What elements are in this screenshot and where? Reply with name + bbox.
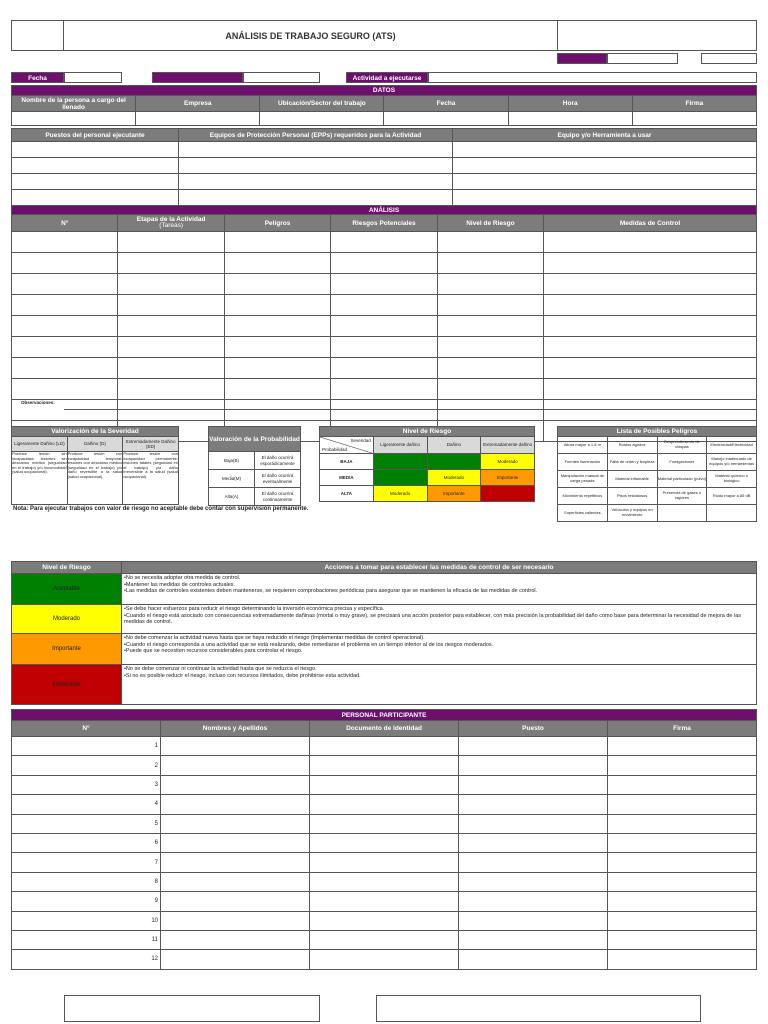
analisis-cell[interactable] [224, 274, 330, 295]
personal-cell[interactable] [310, 950, 459, 969]
datos-table [11, 85, 757, 126]
datos-cell[interactable] [508, 112, 632, 126]
severidad-table [11, 426, 179, 505]
personal-col-firma: Firma [608, 721, 757, 737]
personal-row-number: 6 [12, 833, 161, 852]
severidad-col-ld: Ligeramente Dañino (LD) [12, 437, 68, 452]
analisis-cell[interactable] [12, 316, 118, 337]
puestos-col-equipo: Equipo y/o Herramienta a usar [453, 129, 757, 142]
personal-cell[interactable] [459, 795, 608, 814]
acciones-line: •Las medidas de controles existentes deben mantenerse, se requieren comprobaciones periódicas para asegurar que se mantienen la eficacia de las medidas de control. [124, 588, 538, 595]
acciones-line: •No debe comenzar la actividad nueva hasta que se haya reducido el riesgo (Implementar medidas de control operacional). [124, 635, 425, 641]
acciones-line: •Cuando el riesgo está asociado con consecuencias extremadamente dañinas (mortal o muy grave), se precisará una acción posterior para establecer, con más precisión la probabilidad del daño como base para determinar la necesidad de mejora de las medidas de control. [124, 612, 742, 626]
puestos-table [11, 128, 757, 206]
peligro-item: Manipulación manual de carga pesada [558, 471, 608, 488]
analisis-row [12, 232, 757, 253]
analisis-cell[interactable] [12, 337, 118, 358]
analisis-cell[interactable] [12, 274, 118, 295]
probabilidad-desc-alta: El daño ocurrirá continuamente [255, 488, 301, 506]
nivel-cell: Moderado [427, 470, 481, 486]
nivel-table [319, 426, 535, 502]
analisis-cell[interactable] [544, 358, 757, 379]
peligro-item: Ruido mayor a 85 dB [707, 488, 757, 505]
personal-row [12, 737, 757, 756]
page-title: ANÁLISIS DE TRABAJO SEGURO (ATS) [64, 21, 558, 51]
analisis-cell[interactable] [437, 253, 543, 274]
peligros-row [558, 454, 757, 471]
personal-cell[interactable] [310, 911, 459, 930]
personal-cell[interactable] [310, 892, 459, 911]
analisis-cell[interactable] [544, 295, 757, 316]
analisis-cell[interactable] [118, 274, 224, 295]
puestos-cell[interactable] [179, 174, 453, 190]
nivel-row-media: MEDIA [320, 470, 374, 486]
analisis-cell[interactable] [118, 379, 224, 400]
analisis-cell[interactable] [12, 253, 118, 274]
probabilidad-label-media: Media(M) [209, 470, 255, 488]
fecha-input[interactable] [64, 72, 122, 83]
personal-table [11, 709, 757, 970]
peligro-item: Superficies calientes [558, 505, 608, 522]
datos-col-ubicacion: Ubicación/Sector del trabajo [260, 96, 384, 112]
version-box[interactable] [701, 53, 757, 64]
personal-row [12, 833, 757, 852]
peligro-item: Material inflamable [607, 471, 657, 488]
personal-row [12, 795, 757, 814]
personal-header: PERSONAL PARTICIPANTE [12, 710, 757, 721]
analisis-col-tareas-label: (Tareas) [159, 222, 184, 229]
acciones-level: Importante [12, 634, 122, 665]
peligro-item: Movimiento repetitivos [558, 488, 608, 505]
acciones-level: Moderado [12, 605, 122, 634]
analisis-cell[interactable] [224, 316, 330, 337]
personal-row-number: 1 [12, 737, 161, 756]
peligros-table [557, 426, 757, 522]
nivel-cell: Moderado [481, 454, 535, 470]
personal-cell[interactable] [608, 892, 757, 911]
acciones-line: •Mantener las medidas de controles actuales. [124, 581, 236, 588]
personal-cell[interactable] [459, 756, 608, 775]
actividad-input[interactable] [428, 72, 757, 83]
acciones-line: •No se debe comenzar ni continuar la actividad hasta que se reduzca el riesgo. [124, 666, 317, 672]
severidad-col-ed: Extremadamente Dañino (ED) [123, 437, 179, 452]
probabilidad-label-baja: Baja(B) [209, 452, 255, 470]
nivel-corner-severidad: Severidad [350, 438, 371, 443]
nivel-cell: Importante [427, 486, 481, 502]
personal-cell[interactable] [459, 892, 608, 911]
personal-row-number: 4 [12, 795, 161, 814]
personal-row [12, 911, 757, 930]
analisis-row [12, 379, 757, 400]
personal-cell[interactable] [310, 853, 459, 872]
analisis-cell[interactable] [544, 316, 757, 337]
acciones-line: •Si no es posible reducir el riesgo, incluso con recursos ilimitados, debe prohibirse esta actividad. [124, 672, 361, 679]
personal-row-number: 5 [12, 814, 161, 833]
personal-cell[interactable] [161, 950, 310, 969]
probabilidad-title: Valoración de la Probabilidad [209, 427, 301, 452]
severidad-cell-ed: Produce lesión con incapacidad permanente: lesiones fatales (seguridad en el trabajo) y/o daño irreversible a la salud (salud ocupacional). [123, 452, 179, 505]
personal-col-puesto: Puesto [459, 721, 608, 737]
puestos-col-puestos: Puestos del personal ejecutante [12, 129, 179, 142]
nivel-row-alta: ALTA [320, 486, 374, 502]
personal-cell[interactable] [161, 833, 310, 852]
analisis-header: ANÁLISIS [12, 206, 757, 215]
analisis-col-medidas: Medidas de Control [544, 215, 757, 232]
acciones-col-nivel: Nivel de Riesgo [12, 562, 122, 574]
puestos-cell[interactable] [179, 190, 453, 206]
datos-col-hora: Hora [508, 96, 632, 112]
personal-cell[interactable] [310, 795, 459, 814]
peligro-item [657, 505, 707, 522]
analisis-col-n: N° [12, 215, 118, 232]
personal-cell[interactable] [161, 911, 310, 930]
peligro-item: Manejo inadecuado de equipos y/o herramientas [707, 454, 757, 471]
puestos-cell[interactable] [453, 158, 757, 174]
puestos-cell[interactable] [12, 190, 179, 206]
analisis-cell[interactable] [118, 400, 224, 421]
analisis-row [12, 337, 757, 358]
personal-row-number: 3 [12, 775, 161, 794]
analisis-cell[interactable] [331, 337, 437, 358]
puestos-cell[interactable] [179, 142, 453, 158]
personal-cell[interactable] [161, 814, 310, 833]
datos-col-nombre: Nombre de la persona a cargo del llenado [12, 96, 136, 112]
puestos-col-epps: Equipos de Protección Personal (EPPs) requeridos para la Actividad [179, 129, 453, 142]
analisis-cell[interactable] [437, 316, 543, 337]
personal-cell[interactable] [310, 930, 459, 949]
analisis-row [12, 253, 757, 274]
personal-cell[interactable] [608, 814, 757, 833]
peligro-item: Falta de orden y limpieza [607, 454, 657, 471]
personal-cell[interactable] [161, 775, 310, 794]
puestos-cell[interactable] [12, 174, 179, 190]
signature-box-right[interactable] [376, 995, 701, 1022]
personal-cell[interactable] [161, 930, 310, 949]
severidad-cell-ld: Produce lesión sin incapacidad: lesiones sin descanso médico (seguridad en el trabajo) y/o incomodidad (salud ocupacional). [12, 452, 68, 505]
personal-cell[interactable] [161, 795, 310, 814]
personal-cell[interactable] [608, 911, 757, 930]
fecha-label: Fecha [11, 72, 64, 83]
acciones-text [122, 634, 757, 665]
observaciones-line-2[interactable] [64, 420, 757, 421]
acciones-col-acciones: Acciones a tomar para establecer las medidas de control de ser necesario [122, 562, 757, 574]
analisis-cell[interactable] [118, 358, 224, 379]
peligros-row [558, 437, 757, 454]
personal-row [12, 872, 757, 891]
acciones-level: Intolerable [12, 665, 122, 705]
personal-cell[interactable] [161, 756, 310, 775]
acciones-line: •Se debe hacer esfuerzos para reducir el riesgo determinando la inversión económica precisa y específica. [124, 606, 385, 612]
probabilidad-table [208, 426, 301, 506]
analisis-cell[interactable] [224, 232, 330, 253]
datos-col-fecha: Fecha [384, 96, 508, 112]
datos-cell[interactable] [632, 112, 756, 126]
peligro-item [707, 505, 757, 522]
personal-row [12, 756, 757, 775]
peligro-item: Altura mayor a 1.8 m [558, 437, 608, 454]
analisis-row [12, 400, 757, 421]
nivel-cell [427, 454, 481, 470]
analisis-cell[interactable] [331, 400, 437, 421]
personal-cell[interactable] [459, 833, 608, 852]
observaciones-line-1[interactable] [64, 409, 757, 410]
personal-col-documento: Documento de Identidad [310, 721, 459, 737]
analisis-cell[interactable] [331, 232, 437, 253]
personal-row [12, 775, 757, 794]
acciones-line: •Cuando el riesgo corresponda a una actividad que se está realizando, debe remediarse el problema en un tiempo inferior al de los riesgos moderados. [124, 641, 494, 648]
peligro-item: Fuentes iluminación [558, 454, 608, 471]
analisis-row [12, 358, 757, 379]
datos-col-empresa: Empresa [136, 96, 260, 112]
acciones-level: Aceptable [12, 574, 122, 605]
peligro-item: Electricidad/Electricidad [707, 437, 757, 454]
analisis-cell[interactable] [544, 232, 757, 253]
personal-row-number: 11 [12, 930, 161, 949]
analisis-cell[interactable] [437, 379, 543, 400]
personal-cell[interactable] [310, 775, 459, 794]
probabilidad-desc-media: El daño ocurrirá eventualmente [255, 470, 301, 488]
personal-cell[interactable] [608, 872, 757, 891]
analisis-cell[interactable] [118, 316, 224, 337]
personal-cell[interactable] [608, 795, 757, 814]
nivel-cell [373, 454, 427, 470]
peligro-item: Presencia de gases o vapores [657, 488, 707, 505]
analisis-row [12, 274, 757, 295]
personal-cell[interactable] [459, 775, 608, 794]
analisis-cell[interactable] [437, 232, 543, 253]
analisis-cell[interactable] [12, 379, 118, 400]
observaciones-label: Observaciones: [21, 400, 55, 405]
nivel-cell [481, 486, 535, 502]
probabilidad-label-alta: Alta(A) [209, 488, 255, 506]
acciones-row [12, 665, 757, 705]
peligro-item: Ruidos agudos [607, 437, 657, 454]
nivel-cell: Moderado [373, 486, 427, 502]
personal-cell[interactable] [310, 872, 459, 891]
severidad-cell-d: Produce lesión con incapacidad temporal: lesiones con descanso médico (seguridad en el trabajo) y/o daño reversible a la salud (salud ocupacional). [67, 452, 123, 505]
analisis-cell[interactable] [224, 253, 330, 274]
personal-row [12, 950, 757, 969]
personal-cell[interactable] [310, 756, 459, 775]
personal-cell[interactable] [608, 930, 757, 949]
analisis-cell[interactable] [437, 358, 543, 379]
puestos-cell[interactable] [453, 142, 757, 158]
probabilidad-desc-baja: El daño ocurrirá esporádicamente [255, 452, 301, 470]
personal-cell[interactable] [608, 833, 757, 852]
personal-cell[interactable] [459, 853, 608, 872]
peligro-item: Material particulado (polvo) [657, 471, 707, 488]
personal-col-n: N° [12, 721, 161, 737]
code-label-box [557, 53, 607, 64]
personal-cell[interactable] [310, 833, 459, 852]
puestos-cell[interactable] [12, 142, 179, 158]
personal-row [12, 814, 757, 833]
analisis-cell[interactable] [224, 358, 330, 379]
logo-cell [12, 21, 64, 51]
analisis-col-etapas [118, 215, 224, 232]
analisis-cell[interactable] [331, 316, 437, 337]
analisis-cell[interactable] [544, 274, 757, 295]
analisis-row [12, 295, 757, 316]
analisis-cell[interactable] [437, 337, 543, 358]
analisis-cell[interactable] [331, 379, 437, 400]
blank-input[interactable] [243, 72, 320, 83]
analisis-cell[interactable] [544, 379, 757, 400]
nivel-corner [320, 437, 374, 454]
analisis-col-peligros: Peligros [224, 215, 330, 232]
nivel-row-baja: BAJA [320, 454, 374, 470]
personal-row [12, 853, 757, 872]
personal-cell[interactable] [459, 911, 608, 930]
analisis-cell[interactable] [437, 400, 543, 421]
acciones-row [12, 574, 757, 605]
analisis-col-nivel: Nivel de Riesgo [437, 215, 543, 232]
analisis-col-riesgos: Riesgos Potenciales [331, 215, 437, 232]
personal-row-number: 8 [12, 872, 161, 891]
acciones-row [12, 634, 757, 665]
signature-box-left[interactable] [64, 995, 320, 1022]
analisis-cell[interactable] [437, 274, 543, 295]
acciones-line: •Puede que se necesiten recursos considerables para controlar el riesgo. [124, 648, 303, 655]
puestos-cell[interactable] [179, 158, 453, 174]
code-cell [558, 21, 757, 51]
nota-text: Nota: Para ejecutar trabajos con valor de riesgo no aceptable debe contar con supervisión permanente. [13, 506, 309, 512]
analisis-cell[interactable] [12, 358, 118, 379]
nivel-corner-probabilidad: Probabilidad [322, 446, 348, 452]
peligro-item: Desprendimiento de chispas [657, 437, 707, 454]
nivel-col-d: Dañino [427, 437, 481, 454]
analisis-cell[interactable] [331, 274, 437, 295]
analisis-row [12, 316, 757, 337]
personal-cell[interactable] [310, 737, 459, 756]
datos-col-firma: Firma [632, 96, 756, 112]
peligro-item: Pisos resbalosos [607, 488, 657, 505]
analisis-cell[interactable] [118, 253, 224, 274]
peligros-row [558, 488, 757, 505]
analisis-cell[interactable] [331, 253, 437, 274]
personal-cell[interactable] [608, 756, 757, 775]
personal-cell[interactable] [459, 872, 608, 891]
title-block [11, 20, 757, 51]
personal-cell[interactable] [161, 872, 310, 891]
nivel-corner-diagonal [320, 437, 373, 454]
personal-cell[interactable] [608, 775, 757, 794]
personal-cell[interactable] [608, 950, 757, 969]
analisis-cell[interactable] [12, 232, 118, 253]
acciones-text [122, 574, 757, 605]
analisis-cell[interactable] [544, 337, 757, 358]
severidad-title: Valorización de la Severidad [12, 427, 179, 437]
analisis-cell[interactable] [118, 232, 224, 253]
personal-cell[interactable] [161, 853, 310, 872]
datos-cell[interactable] [260, 112, 384, 126]
personal-cell[interactable] [459, 930, 608, 949]
personal-cell[interactable] [161, 892, 310, 911]
nivel-cell: Importante [481, 470, 535, 486]
acciones-line: •No se necesita adoptar otra medida de control. [124, 575, 241, 581]
personal-row [12, 930, 757, 949]
personal-cell[interactable] [459, 814, 608, 833]
nivel-col-ed: Extremadamente dañino [481, 437, 535, 454]
analisis-table [11, 205, 757, 442]
peligro-item: Material químico o biológico [707, 471, 757, 488]
personal-col-nombres: Nombres y Apellidos [161, 721, 310, 737]
personal-cell[interactable] [608, 737, 757, 756]
personal-row-number: 2 [12, 756, 161, 775]
datos-cell[interactable] [384, 112, 508, 126]
peligros-row [558, 471, 757, 488]
analisis-cell[interactable] [224, 337, 330, 358]
peligro-item: Vehículos y equipos en movimiento [607, 505, 657, 522]
puestos-cell[interactable] [453, 190, 757, 206]
analisis-cell[interactable] [118, 337, 224, 358]
nivel-title: Nivel de Riesgo [320, 427, 535, 437]
personal-row-number: 9 [12, 892, 161, 911]
personal-cell[interactable] [608, 853, 757, 872]
actividad-label: Actividad a ejecutarse [346, 72, 428, 83]
peligro-item: Fumigaciones [657, 454, 707, 471]
analisis-cell[interactable] [224, 400, 330, 421]
analisis-cell[interactable] [331, 295, 437, 316]
analisis-cell[interactable] [118, 295, 224, 316]
datos-cell[interactable] [12, 112, 136, 126]
personal-row-number: 10 [12, 911, 161, 930]
blank-label [152, 72, 243, 83]
personal-cell[interactable] [161, 737, 310, 756]
personal-cell[interactable] [459, 737, 608, 756]
analisis-col-etapas-label: Etapas de la Actividad [136, 215, 206, 223]
acciones-table [11, 561, 757, 705]
severidad-col-d: Dañino (D) [67, 437, 123, 452]
acciones-text [122, 665, 757, 705]
personal-cell[interactable] [459, 950, 608, 969]
acciones-text [122, 605, 757, 634]
analisis-cell[interactable] [12, 295, 118, 316]
puestos-cell[interactable] [12, 158, 179, 174]
datos-cell[interactable] [136, 112, 260, 126]
analisis-cell[interactable] [544, 253, 757, 274]
peligros-title: Lista de Posibles Peligros [558, 427, 757, 437]
analisis-cell[interactable] [224, 295, 330, 316]
personal-cell[interactable] [310, 814, 459, 833]
personal-row [12, 892, 757, 911]
puestos-cell[interactable] [453, 174, 757, 190]
code-value-box[interactable] [607, 53, 678, 64]
personal-row-number: 7 [12, 853, 161, 872]
nivel-col-ld: Ligeramente dañino [373, 437, 427, 454]
personal-row-number: 12 [12, 950, 161, 969]
nivel-cell [373, 470, 427, 486]
datos-header: DATOS [12, 86, 757, 96]
analisis-cell[interactable] [544, 400, 757, 421]
analisis-cell[interactable] [331, 358, 437, 379]
analisis-cell[interactable] [224, 379, 330, 400]
peligros-row [558, 505, 757, 522]
acciones-row [12, 605, 757, 634]
analisis-cell[interactable] [437, 295, 543, 316]
